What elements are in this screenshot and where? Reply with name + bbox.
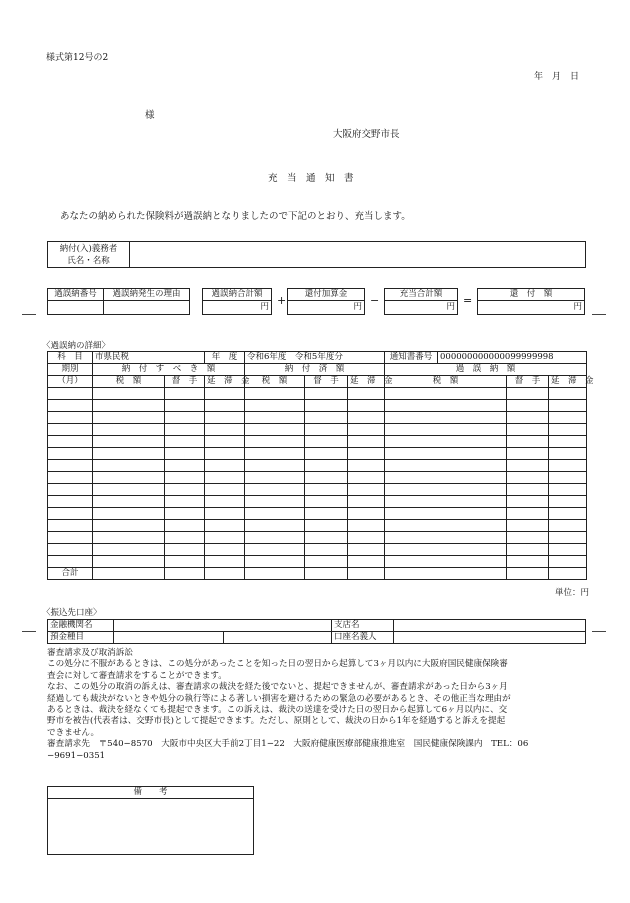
details-cell — [245, 388, 305, 400]
details-cell — [165, 508, 205, 520]
payer-value — [130, 242, 586, 268]
details-cell — [48, 484, 93, 496]
details-cell — [385, 424, 507, 436]
paid-tax-label: 税 額 — [245, 376, 305, 388]
refund-addition-yen: 円 — [288, 301, 365, 315]
details-row — [48, 484, 587, 496]
details-cell — [549, 556, 587, 568]
details-cell — [245, 472, 305, 484]
details-cell — [205, 472, 245, 484]
details-cell — [385, 556, 507, 568]
details-cell — [245, 424, 305, 436]
details-cell — [305, 388, 348, 400]
details-row — [48, 532, 587, 544]
details-cell — [48, 448, 93, 460]
details-row — [48, 556, 587, 568]
details-cell — [93, 532, 165, 544]
details-total-cell — [549, 568, 587, 580]
notes-line: 査会に対して審査請求をすることができます。 — [47, 670, 227, 681]
details-cell — [549, 424, 587, 436]
bank-account-table — [47, 619, 586, 644]
details-cell — [165, 424, 205, 436]
details-cell — [549, 532, 587, 544]
details-cell — [348, 532, 385, 544]
details-cell — [93, 388, 165, 400]
details-cell — [385, 472, 507, 484]
details-cell — [305, 508, 348, 520]
details-cell — [245, 508, 305, 520]
details-cell — [245, 532, 305, 544]
details-cell — [205, 508, 245, 520]
issuer-name: 大阪府交野市長 — [333, 129, 400, 140]
details-cell — [245, 460, 305, 472]
over-reminder-label: 督 手 — [507, 376, 549, 388]
paid-reminder-label: 督 手 — [305, 376, 348, 388]
details-group-header-row — [48, 364, 587, 376]
details-cell — [507, 400, 549, 412]
refund-addition-table — [287, 288, 365, 315]
details-cell — [93, 460, 165, 472]
intro-text: あなたの納められた保険料が過誤納となりましたので下記のとおり、充当します。 — [60, 211, 411, 222]
account-holder-value — [394, 632, 586, 644]
overpayment-total-table — [202, 288, 272, 315]
details-cell — [507, 556, 549, 568]
details-cell — [348, 544, 385, 556]
details-cell — [507, 436, 549, 448]
details-cell — [93, 496, 165, 508]
details-cell — [165, 460, 205, 472]
period-month-label: （月） — [48, 376, 93, 388]
details-total-cell — [385, 568, 507, 580]
year-label: 年 度 — [205, 352, 245, 364]
details-cell — [305, 520, 348, 532]
details-cell — [48, 532, 93, 544]
fold-mark — [22, 314, 36, 315]
notes-line: この処分に不服があるときは、この処分があったことを知った日の翌日から起算して3ヶ月以内に大阪府国民健康保険審 — [47, 659, 508, 670]
details-cell — [48, 508, 93, 520]
details-cell — [245, 484, 305, 496]
details-cell — [348, 496, 385, 508]
remarks-value — [48, 799, 254, 855]
fold-mark — [592, 314, 606, 315]
details-total-cell — [165, 568, 205, 580]
details-cell — [205, 532, 245, 544]
details-cell — [305, 412, 348, 424]
details-cell — [165, 388, 205, 400]
notes-line: 経過しても裁決がないときや処分の執行等による著しい損害を避けるための緊急の必要があるとき、その他正当な理由が — [47, 693, 511, 704]
details-cell — [507, 424, 549, 436]
details-cell — [507, 532, 549, 544]
details-cell — [165, 484, 205, 496]
applied-total-yen: 円 — [385, 301, 458, 315]
details-cell — [507, 508, 549, 520]
details-cell — [549, 400, 587, 412]
details-cell — [549, 520, 587, 532]
details-cell — [165, 448, 205, 460]
details-cell — [549, 544, 587, 556]
details-cell — [245, 400, 305, 412]
details-cell — [48, 412, 93, 424]
details-cell — [48, 544, 93, 556]
notes-line: なお、この処分の取消の訴えは、審査請求の裁決を経た後でないと、提起できませんが、審査請求があった日から3ヶ月 — [47, 682, 508, 693]
details-cell — [348, 400, 385, 412]
details-cell — [348, 508, 385, 520]
details-row — [48, 460, 587, 472]
overpayment-total-label: 過誤納合計額 — [203, 289, 272, 301]
overpayment-number-label: 過誤納番号 — [48, 289, 104, 301]
details-cell — [245, 436, 305, 448]
details-cell — [305, 532, 348, 544]
details-cell — [305, 400, 348, 412]
payer-label: 納付(入)義務者 氏名・名称 — [48, 242, 130, 268]
details-row — [48, 448, 587, 460]
details-row — [48, 388, 587, 400]
details-cell — [549, 484, 587, 496]
details-cell — [165, 544, 205, 556]
details-cell — [245, 520, 305, 532]
overpayment-total-yen: 円 — [203, 301, 272, 315]
notice-number-label: 通知書番号 — [385, 352, 438, 364]
details-cell — [385, 460, 507, 472]
details-cell — [205, 496, 245, 508]
details-cell — [165, 556, 205, 568]
notes-line: あるときは、裁決を経なくても提起できます。この訴えは、裁決の送達を受けた日の翌日から起算して6ヶ月以内に、交 — [47, 705, 508, 716]
details-cell — [48, 400, 93, 412]
details-cell — [348, 388, 385, 400]
details-cell — [205, 436, 245, 448]
details-cell — [48, 436, 93, 448]
details-cell — [48, 556, 93, 568]
details-cell — [93, 484, 165, 496]
details-cell — [385, 520, 507, 532]
institution-value — [114, 620, 332, 632]
details-cell — [385, 412, 507, 424]
details-cell — [385, 484, 507, 496]
details-total-row — [48, 568, 587, 580]
due-late-fee-label: 延 滞 金 — [205, 376, 245, 388]
details-cell — [205, 400, 245, 412]
fold-mark — [592, 631, 606, 632]
details-cell — [305, 424, 348, 436]
details-total-cell — [245, 568, 305, 580]
account-holder-label: 口座名義人 — [332, 632, 394, 644]
details-row — [48, 472, 587, 484]
details-cell — [549, 436, 587, 448]
details-column-header-row — [48, 376, 587, 388]
details-total-cell — [93, 568, 165, 580]
details-cell — [205, 484, 245, 496]
overpayment-reason-label: 過誤納発生の理由 — [104, 289, 190, 301]
branch-label: 支店名 — [332, 620, 394, 632]
details-cell — [348, 556, 385, 568]
details-cell — [305, 496, 348, 508]
details-cell — [385, 436, 507, 448]
details-cell — [549, 448, 587, 460]
notes-line: −9691−0351 — [47, 750, 106, 761]
details-cell — [305, 556, 348, 568]
payer-table — [47, 241, 586, 268]
due-reminder-label: 督 手 — [165, 376, 205, 388]
details-row — [48, 412, 587, 424]
details-cell — [549, 508, 587, 520]
details-cell — [205, 460, 245, 472]
details-cell — [48, 460, 93, 472]
details-cell — [507, 448, 549, 460]
overpayment-details-table — [47, 351, 594, 580]
form-number: 様式第12号の2 — [46, 53, 109, 63]
details-cell — [385, 508, 507, 520]
overpayment-number-table — [47, 288, 190, 315]
due-tax-label: 税 額 — [93, 376, 165, 388]
details-cell — [245, 556, 305, 568]
details-cell — [165, 472, 205, 484]
details-cell — [507, 472, 549, 484]
details-cell — [385, 496, 507, 508]
details-cell — [165, 532, 205, 544]
details-cell — [507, 544, 549, 556]
details-cell — [385, 400, 507, 412]
bank-section-label: 〈振込先口座〉 — [42, 608, 102, 618]
details-cell — [385, 448, 507, 460]
applied-total-label: 充当合計額 — [385, 289, 458, 301]
details-cell — [305, 544, 348, 556]
details-row — [48, 508, 587, 520]
details-cell — [385, 532, 507, 544]
details-cell — [549, 472, 587, 484]
details-cell — [549, 412, 587, 424]
deposit-type-label: 預金種目 — [48, 632, 114, 644]
details-cell — [507, 484, 549, 496]
details-cell — [205, 556, 245, 568]
notice-number-value: 000000000000099999998 — [438, 352, 587, 364]
details-row — [48, 496, 587, 508]
details-row — [48, 436, 587, 448]
refund-amount-label: 還 付 額 — [478, 289, 585, 301]
details-cell — [348, 412, 385, 424]
details-cell — [93, 436, 165, 448]
details-cell — [93, 424, 165, 436]
details-cell — [507, 496, 549, 508]
date-label: 年 月 日 — [534, 72, 580, 82]
details-cell — [48, 388, 93, 400]
addressee-suffix: 様 — [145, 110, 155, 121]
subject-value: 市県民税 — [93, 352, 205, 364]
details-cell — [205, 412, 245, 424]
details-cell — [165, 496, 205, 508]
deposit-type-value — [114, 632, 224, 644]
total-label: 合計 — [48, 568, 93, 580]
document-title: 充 当 通 知 書 — [268, 173, 354, 184]
over-late-fee-label: 延 滞 金 — [549, 376, 587, 388]
year-value: 令和6年度 令和5年度分 — [245, 352, 385, 364]
subject-label: 科 目 — [48, 352, 93, 364]
plus-sign: + — [277, 294, 287, 307]
fold-mark — [22, 631, 36, 632]
appeal-notes — [47, 648, 587, 762]
due-amount-header: 納 付 す べ き 額 — [93, 364, 245, 376]
details-section-label: 〈過誤納の詳細〉 — [42, 341, 111, 351]
details-cell — [348, 448, 385, 460]
details-cell — [165, 520, 205, 532]
equals-sign: = — [463, 294, 473, 307]
details-cell — [549, 388, 587, 400]
details-cell — [348, 460, 385, 472]
details-cell — [93, 544, 165, 556]
details-cell — [507, 460, 549, 472]
details-row — [48, 520, 587, 532]
refund-amount-yen: 円 — [478, 301, 585, 315]
refund-addition-label: 還付加算金 — [288, 289, 365, 301]
details-cell — [348, 472, 385, 484]
details-cell — [205, 424, 245, 436]
details-cell — [507, 520, 549, 532]
account-number-value — [224, 632, 332, 644]
details-cell — [305, 448, 348, 460]
details-cell — [245, 496, 305, 508]
details-cell — [48, 424, 93, 436]
details-cell — [385, 544, 507, 556]
details-cell — [348, 484, 385, 496]
unit-label: 単位：円 — [555, 588, 590, 598]
institution-label: 金融機関名 — [48, 620, 114, 632]
remarks-table — [47, 786, 254, 855]
remarks-label: 備 考 — [48, 787, 254, 799]
details-cell — [205, 520, 245, 532]
details-total-cell — [507, 568, 549, 580]
details-row — [48, 424, 587, 436]
details-cell — [205, 388, 245, 400]
details-cell — [93, 448, 165, 460]
minus-sign: − — [370, 294, 380, 307]
paid-amount-header: 納 付 済 額 — [245, 364, 385, 376]
details-cell — [48, 472, 93, 484]
details-cell — [245, 448, 305, 460]
details-cell — [549, 496, 587, 508]
details-cell — [348, 520, 385, 532]
details-cell — [305, 472, 348, 484]
details-cell — [48, 520, 93, 532]
details-cell — [93, 556, 165, 568]
details-cell — [305, 484, 348, 496]
details-cell — [305, 436, 348, 448]
overpaid-amount-header: 過 誤 納 額 — [385, 364, 587, 376]
details-cell — [93, 472, 165, 484]
details-total-cell — [305, 568, 348, 580]
details-total-cell — [205, 568, 245, 580]
details-cell — [165, 412, 205, 424]
details-cell — [93, 520, 165, 532]
paid-late-fee-label: 延 滞 金 — [348, 376, 385, 388]
details-cell — [205, 448, 245, 460]
details-cell — [93, 412, 165, 424]
details-header-row — [48, 352, 587, 364]
notes-line: できません。 — [47, 727, 100, 738]
branch-value — [394, 620, 586, 632]
details-row — [48, 544, 587, 556]
refund-amount-table — [477, 288, 585, 315]
notes-line: 審査請求先 〒540−8570 大阪市中央区大手前2丁目1−22 大阪府健康医療部健康推進室 国民健康保険課内 TEL：06 — [47, 739, 529, 750]
details-cell — [48, 496, 93, 508]
details-cell — [348, 424, 385, 436]
details-cell — [305, 460, 348, 472]
details-cell — [348, 436, 385, 448]
period-label: 期別 — [48, 364, 93, 376]
details-cell — [549, 460, 587, 472]
details-cell — [245, 412, 305, 424]
applied-total-table — [384, 288, 458, 315]
details-cell — [205, 544, 245, 556]
details-cell — [245, 544, 305, 556]
details-cell — [165, 436, 205, 448]
details-cell — [165, 400, 205, 412]
details-total-cell — [348, 568, 385, 580]
details-row — [48, 400, 587, 412]
details-cell — [507, 388, 549, 400]
details-cell — [93, 508, 165, 520]
over-tax-label: 税 額 — [385, 376, 507, 388]
details-cell — [93, 400, 165, 412]
notes-line: 野市を被告(代表者は、交野市長)として提起できます。ただし、原則として、裁決の日から1年を経過すると訴えを提起 — [47, 716, 506, 727]
details-cell — [385, 388, 507, 400]
notes-line: 審査請求及び取消訴訟 — [47, 648, 133, 658]
details-cell — [507, 412, 549, 424]
